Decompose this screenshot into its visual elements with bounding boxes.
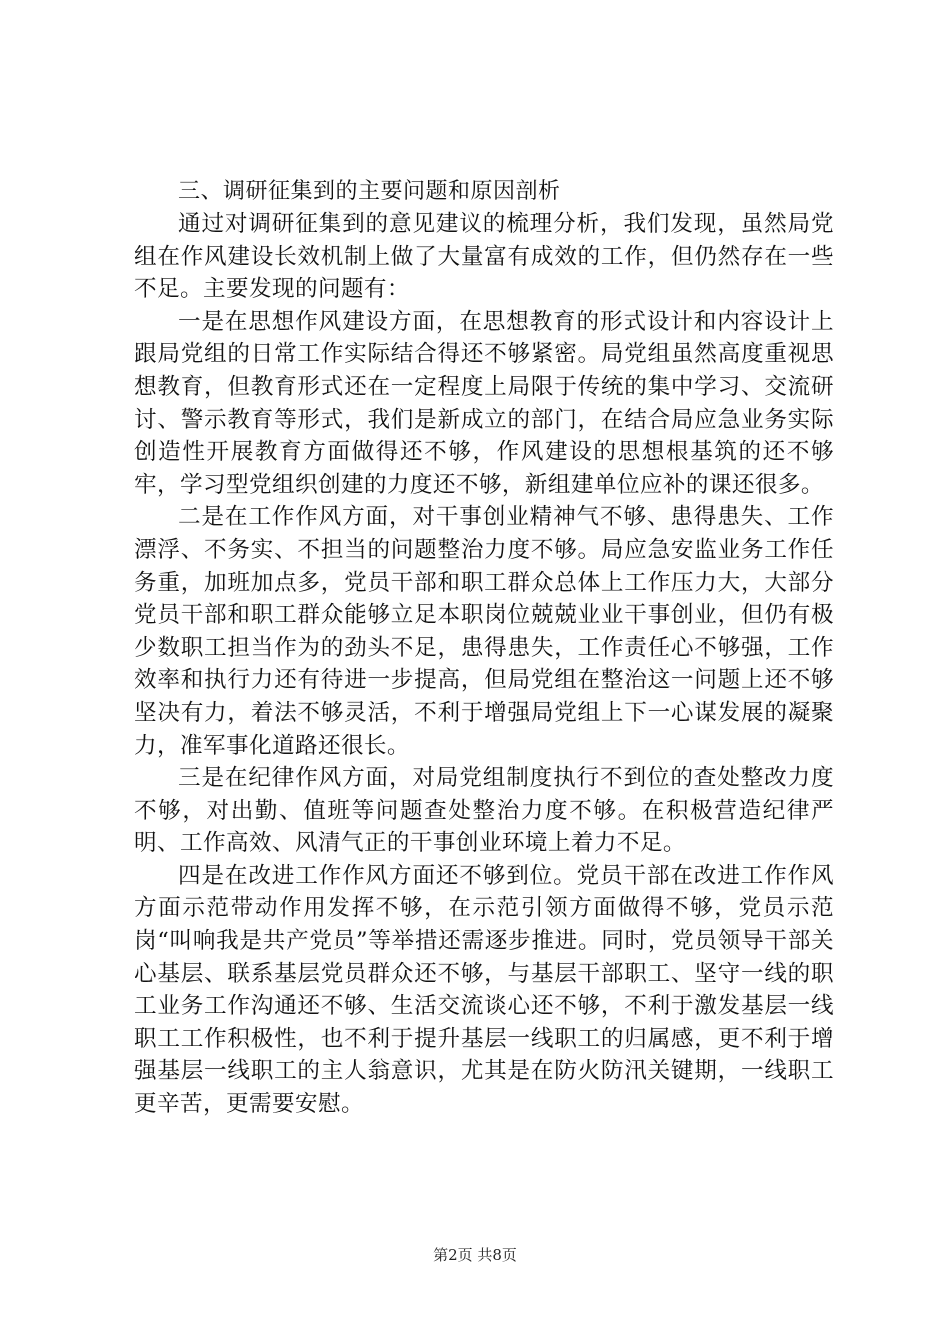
paragraph-work-style: 二是在工作作风方面，对干事创业精神气不够、患得患失、工作漂浮、不务实、不担当的问题整治力度不够。局应急安监业务工作任务重，加班加点多，党员干部和职工群众总体上工作压力大，大部分党员干部和职工群众能够立足本职岗位兢兢业业干事创业，但仍有极少数职工担当作为的劲头不足，患得患失，工作责任心不够强，工作效率和执行力还有待进一步提高，但局党组在整治这一问题上还不够坚决有力，着法不够灵活，不利于增强局党组上下一心谋发展的凝聚力，准军事化道路还很长。	[134, 504, 834, 759]
paragraph-discipline: 三是在纪律作风方面，对局党组制度执行不到位的查处整改力度不够，对出勤、值班等问题查处整治力度不够。在积极营造纪律严明、工作高效、风清气正的干事创业环境上着力不足。	[134, 765, 834, 857]
document-body	[134, 176, 834, 1121]
page-number: 第2页 共8页	[433, 1246, 517, 1264]
paragraph-intro: 通过对调研征集到的意见建议的梳理分析，我们发现，虽然局党组在作风建设长效机制上做了大量富有成效的工作，但仍然存在一些不足。主要发现的问题有：	[134, 211, 834, 303]
paragraph-ideology: 一是在思想作风建设方面，在思想教育的形式设计和内容设计上跟局党组的日常工作实际结合得还不够紧密。局党组虽然高度重视思想教育，但教育形式还在一定程度上局限于传统的集中学习、交流研讨、警示教育等形式，我们是新成立的部门，在结合局应急业务实际创造性开展教育方面做得还不够，作风建设的思想根基筑的还不够牢，学习型党组织创建的力度还不够，新组建单位应补的课还很多。	[134, 308, 834, 498]
section-heading: 三、调研征集到的主要问题和原因剖析	[178, 179, 561, 204]
paragraph-improvement: 四是在改进工作作风方面还不够到位。党员干部在改进工作作风方面示范带动作用发挥不够，在示范引领方面做得不够，党员示范岗“叫响我是共产党员”等举措还需逐步推进。同时，党员领导干部关心基层、联系基层党员群众还不够，与基层干部职工、坚守一线的职工业务工作沟通还不够、生活交流谈心还不够，不利于激发基层一线职工工作积极性，也不利于提升基层一线职工的归属感，更不利于增强基层一线职工的主人翁意识，尤其是在防火防汛关键期，一线职工更辛苦，更需要安慰。	[134, 862, 834, 1118]
